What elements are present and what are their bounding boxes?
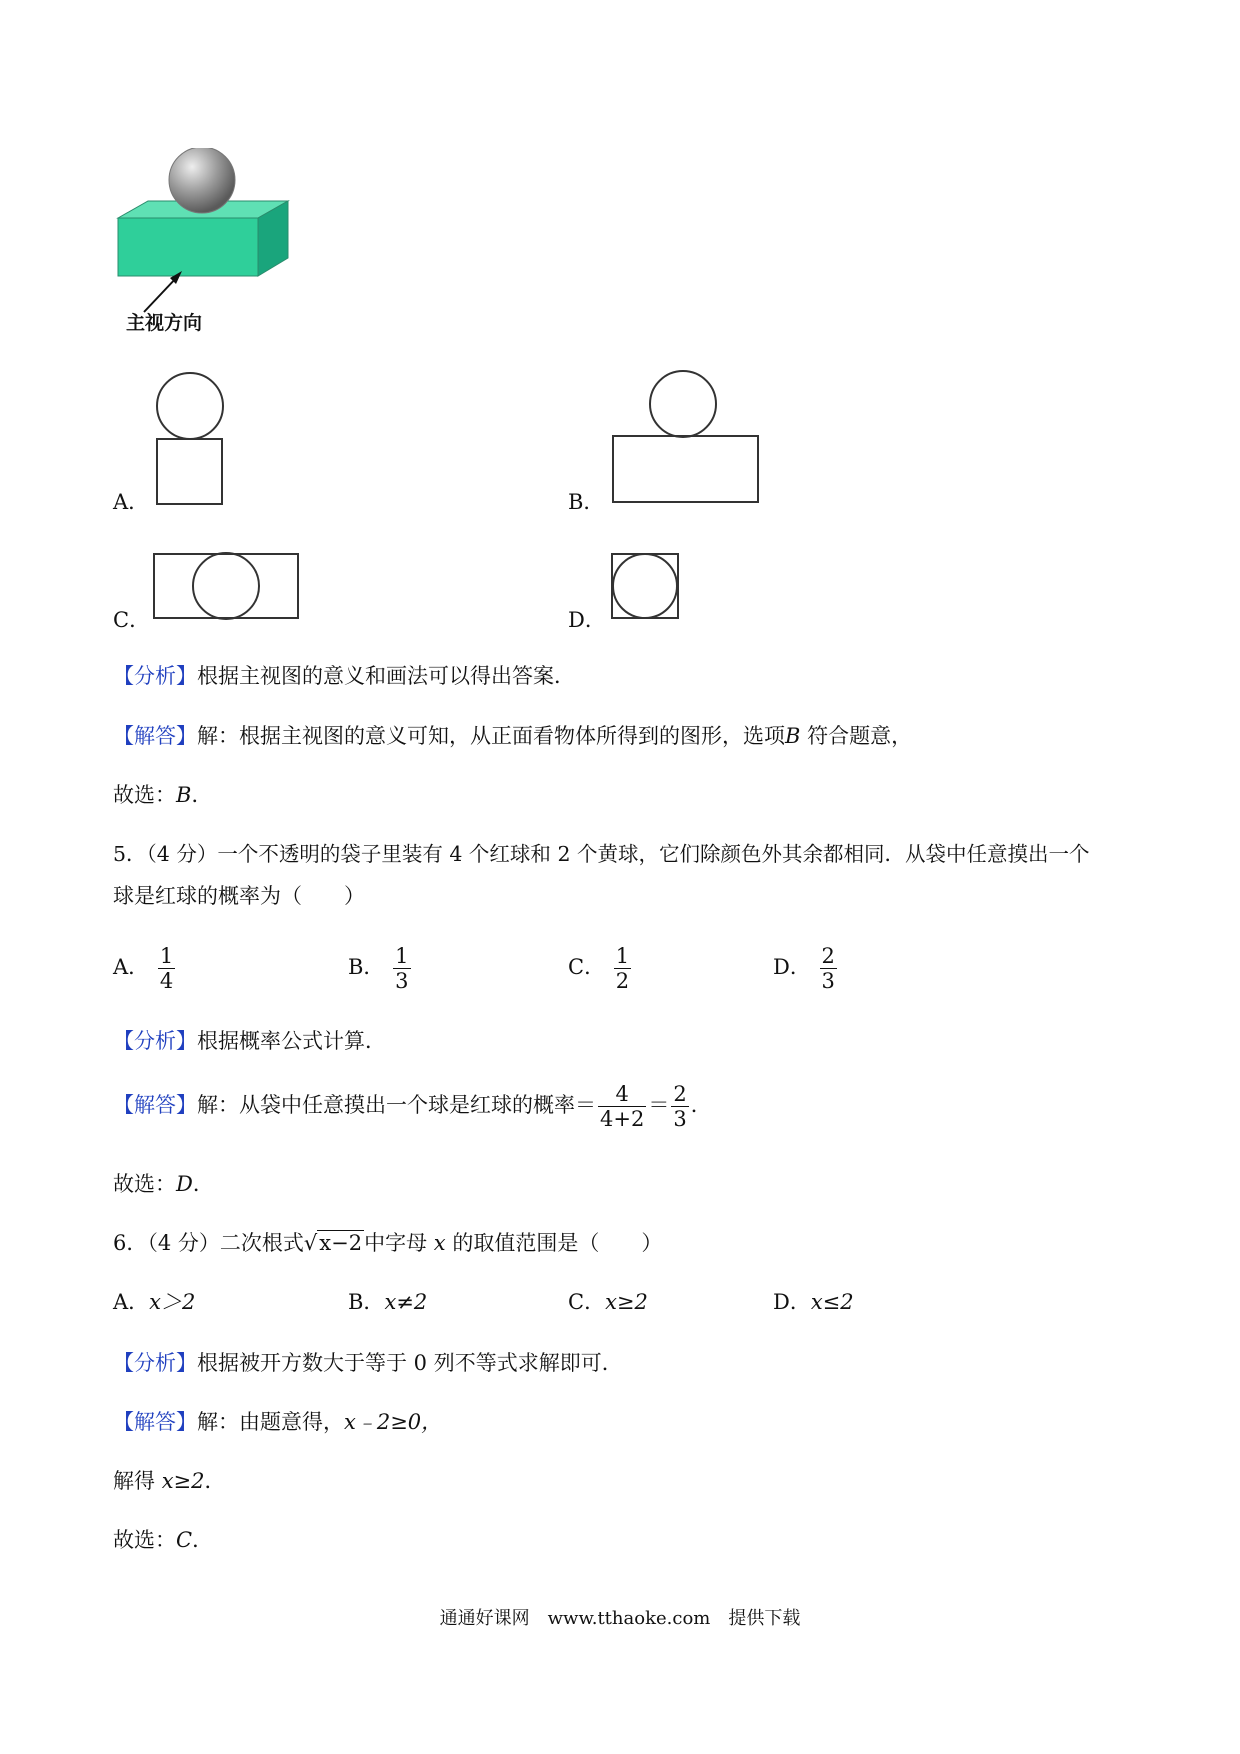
- q4-option-a-figure: [150, 372, 230, 507]
- q5-choice: [113, 1170, 214, 1198]
- answer-var: B: [785, 724, 801, 748]
- option-expr: x≠2: [384, 1290, 428, 1314]
- q4-option-a: [113, 488, 149, 516]
- q6-option-d: [773, 1288, 854, 1316]
- choice-suffix: ．: [192, 1172, 214, 1196]
- q6-option-a: [113, 1288, 195, 1316]
- denominator: 2: [615, 969, 630, 993]
- q4-option-b: [568, 488, 604, 516]
- choice-value: D: [176, 1172, 193, 1196]
- analysis-text: 根据概率公式计算．: [197, 1029, 386, 1053]
- denominator: 4: [159, 969, 174, 993]
- q6-analysis: [113, 1349, 623, 1377]
- option-letter: A．: [113, 955, 150, 979]
- choice-prefix: 故选：: [113, 1172, 176, 1196]
- answer-text: 解：从袋中任意摸出一个球是红球的概率＝: [197, 1093, 596, 1117]
- q6-stem: [113, 1229, 662, 1257]
- answer-text-end: 符合题意，: [800, 724, 913, 748]
- option-letter: C．: [568, 955, 606, 979]
- option-expr: x≤2: [810, 1290, 854, 1314]
- q5-option-b: [348, 944, 413, 993]
- option-letter: D．: [568, 608, 606, 632]
- page-footer: 通通好课网 www.tthaoke.com 提供下载: [439, 1608, 801, 1629]
- answer-text: 解：根据主视图的意义可知，从正面看物体所得到的图形，选项: [197, 724, 785, 748]
- option-letter: C．: [113, 608, 151, 632]
- answer-expr: x﹣2≥0，: [344, 1410, 443, 1434]
- answer-tag: 【解答】: [113, 724, 197, 748]
- fraction: [598, 1082, 646, 1131]
- q4-analysis: [113, 662, 575, 690]
- denominator: 3: [821, 969, 835, 993]
- numerator: 1: [615, 944, 630, 968]
- fraction: [614, 944, 631, 993]
- numerator: 4: [598, 1082, 646, 1107]
- analysis-text: 根据被开方数大于等于 0 列不等式求解即可．: [197, 1351, 623, 1375]
- fraction: [393, 944, 410, 993]
- q6-solution: [113, 1467, 226, 1495]
- q5-answer: [113, 1082, 712, 1131]
- q5-analysis: [113, 1027, 386, 1055]
- q6-choice: [113, 1526, 213, 1554]
- analysis-tag: 【分析】: [113, 1029, 197, 1053]
- denominator: 3: [395, 969, 409, 993]
- stem-suffix: 的取值范围是（ ）: [445, 1231, 663, 1255]
- q4-option-b-figure: [608, 370, 768, 506]
- option-letter: B．: [348, 955, 385, 979]
- fraction: [820, 944, 837, 993]
- answer-tag: 【解答】: [113, 1410, 197, 1434]
- numerator: 2: [673, 1082, 687, 1106]
- q5-stem-line-1: 5．（4 分）一个不透明的袋子里装有 4 个红球和 2 个黄球，它们除颜色外其余都相同．从袋中任意摸出一个: [113, 842, 1090, 866]
- choice-value: C: [176, 1528, 193, 1552]
- option-letter: C．: [568, 1290, 606, 1314]
- option-letter: A．: [113, 490, 150, 514]
- radicand: x−2: [319, 1231, 363, 1255]
- choice-prefix: 故选：: [113, 1528, 176, 1552]
- q4-option-d-figure: [608, 550, 684, 622]
- numerator: 1: [159, 944, 174, 968]
- option-letter: B．: [348, 1290, 385, 1314]
- stem-prefix: 6．（4 分）二次根式: [113, 1231, 304, 1255]
- q5-option-a: [113, 944, 177, 993]
- equals-sign: ＝: [648, 1093, 670, 1117]
- answer-text: 解：由题意得，: [197, 1410, 344, 1434]
- option-letter: B．: [568, 490, 605, 514]
- q4-option-c: [113, 606, 150, 634]
- option-expr: x≥2: [605, 1290, 648, 1314]
- fraction: [671, 1082, 688, 1131]
- denominator: 3: [673, 1107, 687, 1131]
- solve-prefix: 解得: [113, 1469, 162, 1493]
- fraction: [158, 944, 175, 993]
- option-letter: D．: [773, 1290, 811, 1314]
- choice-prefix: 故选：: [113, 783, 176, 807]
- answer-tag: 【解答】: [113, 1093, 197, 1117]
- numerator: 1: [395, 944, 409, 968]
- choice-suffix: ．: [191, 783, 213, 807]
- q4-option-d: [568, 606, 606, 634]
- q5-stem-line-2: 球是红球的概率为（ ）: [113, 884, 365, 908]
- choice-suffix: ．: [192, 1528, 214, 1552]
- q5-option-c: [568, 944, 633, 993]
- radical-sign: √: [303, 1231, 318, 1255]
- q4-choice: [113, 781, 212, 809]
- q6-answer: [113, 1408, 442, 1436]
- analysis-tag: 【分析】: [113, 1351, 197, 1375]
- option-expr: x＞2: [149, 1290, 196, 1314]
- q6-option-c: [568, 1288, 648, 1316]
- view-direction-label: 主视方向: [126, 312, 203, 334]
- analysis-text: 根据主视图的意义和画法可以得出答案．: [197, 664, 575, 688]
- solve-expr: x≥2: [161, 1469, 205, 1493]
- q4-answer: [113, 722, 912, 750]
- stem-var: x: [433, 1231, 446, 1255]
- square-root: [304, 1229, 364, 1257]
- denominator: 4+2: [600, 1107, 645, 1131]
- stem-mid: 中字母: [364, 1231, 434, 1255]
- analysis-tag: 【分析】: [113, 664, 197, 688]
- solve-suffix: ．: [204, 1469, 226, 1493]
- answer-end: ．: [690, 1093, 712, 1117]
- option-letter: D．: [773, 955, 811, 979]
- option-letter: A．: [113, 1290, 150, 1314]
- q4-option-c-figure: [150, 550, 302, 622]
- q5-option-d: [773, 944, 839, 993]
- q6-option-b: [348, 1288, 427, 1316]
- numerator: 2: [821, 944, 835, 968]
- choice-value: B: [176, 783, 192, 807]
